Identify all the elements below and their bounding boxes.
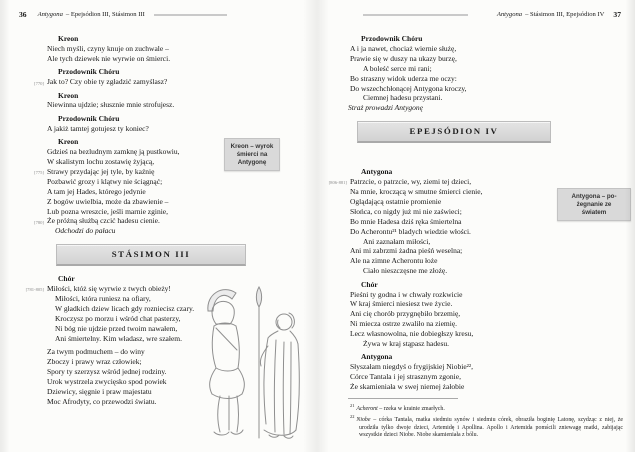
verse-line: Lecz własnowolna, nie dobiegłszy kresu, xyxy=(350,329,474,339)
speaker-name: Chór xyxy=(361,279,378,289)
verse-line: Córce Tantala i jej strasznym zgonie, xyxy=(350,372,461,382)
speaker-name: Przodownik Chóru xyxy=(58,113,120,123)
verse-line: Z bogów uwielbia, może da zbawienie – xyxy=(47,196,169,206)
speech-antigone-2 xyxy=(350,352,555,392)
verse-line: A i ja nawet, chociaż wiernie służę, xyxy=(350,43,457,53)
verse-line: Ani śmiertelny. Kim władasz, wre szałem. xyxy=(55,333,182,343)
verse-line: W skalistym lochu zostawię żyjącą, xyxy=(47,156,155,166)
verse-line: A jakiż tamtej gotujesz ty koniec? xyxy=(47,123,149,133)
verse-line: [806-881] Patrzcie, o patrzcie, wy, ziemi tej dzieci, xyxy=(350,177,555,187)
speech-chorus-leader-3 xyxy=(350,34,555,113)
verse-line: Spory ty szerzysz wśród jednej rodziny. xyxy=(47,367,167,377)
line-number: [781-805] xyxy=(25,287,44,293)
verse-line: Żywa w kraj stąpasz hadesu. xyxy=(363,339,450,349)
speaker-name: Przodownik Chóru xyxy=(361,34,423,43)
verse-line: Kroczysz po morzu i wśród chat pasterzy, xyxy=(55,313,181,323)
verse-line: Bo straszny widok uderza me oczy: xyxy=(350,73,457,83)
verse-line: Ni bóg nie ujdzie przed twoim nawałem, xyxy=(55,323,178,333)
line-number: [770] xyxy=(34,80,44,86)
page-header-left xyxy=(0,11,318,19)
verse-line: Zboczy i prawy wraz człowiek; xyxy=(47,357,142,367)
line-number: [775] xyxy=(34,170,44,176)
verse-line: Słyszałam niegdyś o frygijskiej Niobie²², xyxy=(350,362,474,372)
speech-chorus-2 xyxy=(350,280,555,349)
header-rule xyxy=(154,14,227,16)
speaker-name: Przodownik Chóru xyxy=(58,67,120,77)
verse-line: Miłości, która runiesz na ofiary, xyxy=(55,293,151,303)
running-title: Antygona xyxy=(37,11,63,18)
footnote-21: $^{21}$Acheront – rzeka w krainie zmarłych. xyxy=(350,403,445,412)
speech-kreon-2 xyxy=(47,91,252,111)
line-number: [780] xyxy=(34,219,44,225)
verse-line: Gdzieś na bezludnym zamknę ją pustkowiu, xyxy=(47,147,180,157)
speaker-name: Kreon xyxy=(58,90,79,100)
section-header-stasimon-3: STÁSIMON III xyxy=(56,244,246,266)
verse-line: Ani mi zabrzmi żadna pieśń weselna; xyxy=(350,246,463,256)
verse-line: [780] Że próżną służbą czcić hadesu cienie. xyxy=(47,216,252,226)
stage-direction: Odchodzi do pałacu xyxy=(55,226,116,236)
verse-line: Lub pozna wreszcie, jeśli marnie zginie, xyxy=(47,206,168,216)
verse-line: Prawie się w duszy na ukazy burzę, xyxy=(350,53,457,63)
header-rule xyxy=(363,14,468,16)
classical-figures-illustration xyxy=(196,282,310,446)
speech-chorus-leader-2 xyxy=(47,114,252,134)
margin-note-kreon-verdict: Kreon – wyrok śmierci na Antygonę xyxy=(224,138,280,171)
speech-kreon-1 xyxy=(47,34,252,64)
running-title: Antygona xyxy=(496,11,523,18)
verse-line: A boleść serce mi rani; xyxy=(363,63,432,73)
verse-line: Niewinna ujdzie; słusznie mnie strofujesz. xyxy=(47,100,175,110)
stage-direction: Straż prowadzi Antygonę xyxy=(348,103,424,113)
verse-line: Pozbawić grozy i klątwy nie ściągnąć; xyxy=(47,176,163,186)
verse-line: Do wszechchłonącej Antygona kroczy, xyxy=(350,83,467,93)
speech-chorus-leader-1 xyxy=(34,67,252,87)
verse-line: Słońca, co nigdy już mi nie zaświeci; xyxy=(350,206,462,216)
footnote-22: $^{22}$Niobe – córka Tantala, matka siedmiu synów i siedmiu córek, obraziła boginię Latonę, szydząc z niej, że urodziła tylko dwoje dzieci, Artemidę i Apollina. Apollo i Artemida pomścili zniewagę matki, zabijając wszystkie dzieci Niobe. Niobe skamieniała z bólu. xyxy=(350,414,623,438)
page-number: 37 xyxy=(613,10,621,19)
page-37 xyxy=(317,0,635,452)
verse-line: Urok wystrzela zwycięsko spod powiek xyxy=(47,377,167,387)
running-sections: – Epejsódion III, Stásimon III xyxy=(65,11,145,18)
verse-line: [770] Jak to? Czy obie ty zgładzić zamyślasz? xyxy=(47,77,252,87)
verse-line: Że skamieniała w swej niemej żałobie xyxy=(350,382,465,392)
verse-line: Do Acherontu²¹ bladych wiedzie włości. xyxy=(350,226,471,236)
verse-line: W gładkich dziew licach gdy rozniecisz czary. xyxy=(55,303,195,313)
verse-line: Ale na zimne Acherontu łoże xyxy=(350,256,438,266)
footnotes xyxy=(350,398,623,439)
speech-antigone-1 xyxy=(328,167,555,276)
verse-line: Na mnie, kroczącą w smutne śmierci cienie, xyxy=(350,186,483,196)
verse-line: Ani zaznałam miłości, xyxy=(363,236,431,246)
speaker-name: Kreon xyxy=(58,137,79,147)
page-number: 36 xyxy=(19,10,27,19)
line-number: [806-881] xyxy=(328,180,347,186)
verse-line: A tam jej Hades, którego jedynie xyxy=(47,186,146,196)
verse-line: Pieśni ty godna i w chwały rozkwicie xyxy=(350,289,463,299)
margin-note-antigone-farewell: Antygona – po- żegnanie ze światem xyxy=(557,188,631,221)
verse-line: Ale tych dziewek nie wyrwie on śmierci. xyxy=(47,53,171,63)
speech-kreon-3 xyxy=(34,137,252,236)
verse-line: Dziewicy, sięgnie i praw majestatu xyxy=(47,387,152,397)
verse-line: Oglądającą ostatnie promienie xyxy=(350,196,442,206)
verse-line: [781-805] Miłości, któż się wyrwie z twych obieży! xyxy=(47,284,252,294)
section-header-epeisodion-4: EPEJSÓDION IV xyxy=(357,121,551,143)
footnote-rule xyxy=(348,398,458,399)
speaker-name: Kreon xyxy=(58,34,79,43)
verse-line: Niech myśli, czyny knuje on zuchwale – xyxy=(47,43,169,53)
page-header-right xyxy=(317,11,635,19)
speaker-name: Antygona xyxy=(361,352,393,362)
verse-line: Ni miecza ostrze zwaliło na ziemię. xyxy=(350,319,458,329)
verse-line: [775] Strawy przydając jej tyle, by kaźnię xyxy=(47,167,252,177)
verse-line: Ani cię chorób przygnębiło brzemię, xyxy=(350,309,461,319)
verse-line: Bo mnie Hadesa dziś ręka śmiertelna xyxy=(350,216,462,226)
running-sections: – Stásimon III, Epejsódion IV xyxy=(525,11,605,18)
verse-line: W kraj śmierci niesiesz twe życie. xyxy=(350,299,453,309)
verse-line: Ciemnej hadesu przystani. xyxy=(363,93,443,103)
verse-line: Za twym podmuchem – do winy xyxy=(47,347,145,357)
speaker-name: Chór xyxy=(58,274,75,284)
verse-line: Moc Afrodyty, co przewodzi światu. xyxy=(47,397,157,406)
speaker-name: Antygona xyxy=(361,167,393,177)
verse-line: Ciało nieszczęsne me złożę. xyxy=(363,266,448,276)
